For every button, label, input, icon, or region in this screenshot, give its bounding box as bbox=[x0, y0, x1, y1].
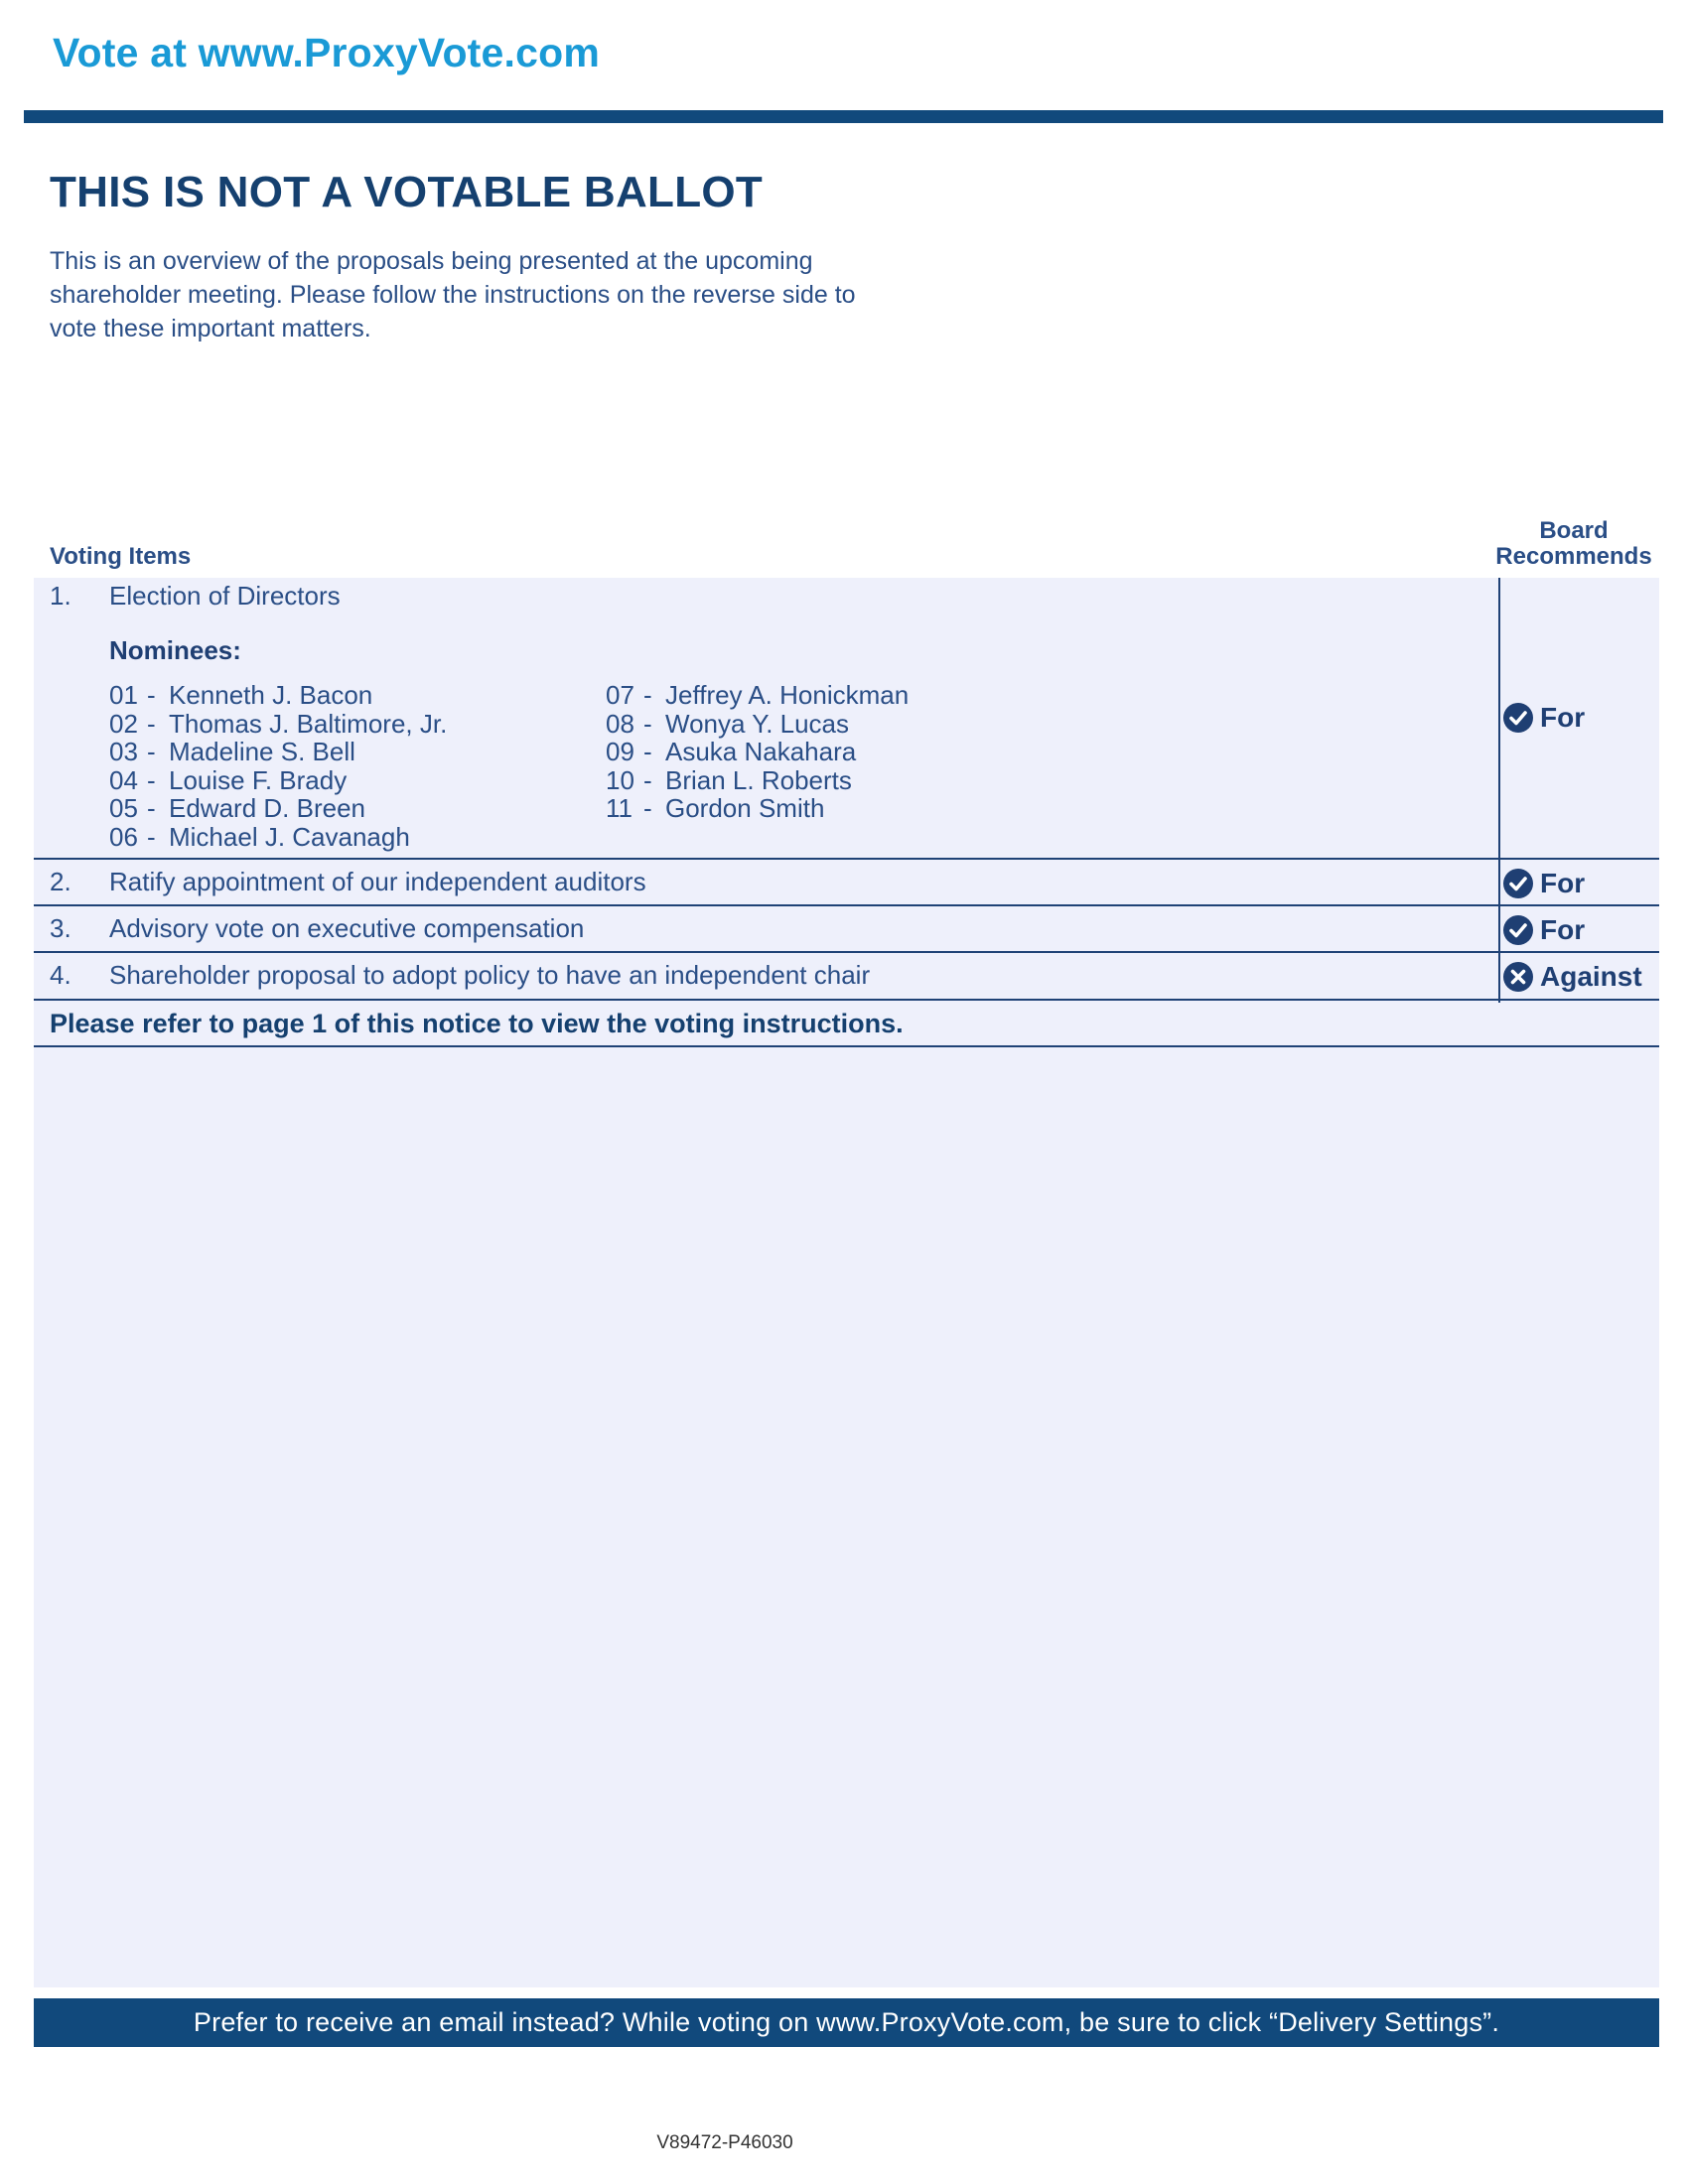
header-vote-url[interactable]: Vote at www.ProxyVote.com bbox=[53, 30, 601, 75]
nominees-list-right bbox=[606, 681, 909, 823]
x-circle-icon bbox=[1502, 961, 1534, 993]
nominees-list-left bbox=[109, 681, 447, 851]
delivery-settings-banner: Prefer to receive an email instead? While voting on www.ProxyVote.com, be sure to click “Delivery Settings”. bbox=[34, 1998, 1659, 2047]
column-header-board-recommends: Board Recommends bbox=[1495, 517, 1652, 570]
document-id: V89472-P46030 bbox=[656, 2132, 793, 2153]
intro-paragraph: This is an overview of the proposals being presented at the upcoming shareholder meeting. Please follow the instructions on the reverse side to vote these important matters. bbox=[50, 247, 856, 342]
item-4-text: Shareholder proposal to adopt policy to have an independent chair bbox=[109, 960, 871, 990]
nominee-item: 01 - Kenneth J. Bacon bbox=[109, 680, 373, 710]
item-3-text: Advisory vote on executive compensation bbox=[109, 913, 585, 943]
item-1-recommendation: For bbox=[1502, 701, 1585, 735]
header-divider bbox=[24, 110, 1663, 123]
check-circle-icon bbox=[1502, 914, 1534, 946]
item-3-number: 3. bbox=[50, 913, 71, 943]
nominee-item: 08 - Wonya Y. Lucas bbox=[606, 708, 850, 739]
nominee-item: 05 - Edward D. Breen bbox=[109, 793, 365, 823]
nominee-item: 03 - Madeline S. Bell bbox=[109, 737, 355, 766]
item-4-recommendation: Against bbox=[1502, 960, 1642, 994]
nominee-item: 07 - Jeffrey A. Honickman bbox=[606, 680, 910, 710]
page-title: THIS IS NOT A VOTABLE BALLOT bbox=[50, 168, 764, 216]
item-3-recommendation: For bbox=[1502, 913, 1585, 947]
item-2-number: 2. bbox=[50, 867, 71, 896]
column-divider bbox=[1498, 578, 1500, 1003]
check-circle-icon bbox=[1502, 702, 1534, 734]
nominee-item: 04 - Louise F. Brady bbox=[109, 764, 348, 795]
nominee-item: 02 - Thomas J. Baltimore, Jr. bbox=[109, 708, 448, 739]
nominee-item: 10 - Brian L. Roberts bbox=[606, 764, 852, 795]
item-2-recommendation: For bbox=[1502, 867, 1585, 900]
refer-note: Please refer to page 1 of this notice to view the voting instructions. bbox=[50, 1009, 904, 1038]
row-divider bbox=[34, 904, 1659, 906]
item-4-number: 4. bbox=[50, 960, 71, 990]
nominee-item: 06 - Michael J. Cavanagh bbox=[109, 821, 410, 852]
row-divider bbox=[34, 1045, 1659, 1047]
nominee-item: 11 - Gordon Smith bbox=[606, 793, 825, 823]
row-divider bbox=[34, 951, 1659, 953]
nominees-label: Nominees: bbox=[109, 635, 241, 665]
item-1-text: Election of Directors bbox=[109, 581, 341, 611]
item-2-text: Ratify appointment of our independent auditors bbox=[109, 867, 646, 896]
check-circle-icon bbox=[1502, 868, 1534, 899]
column-header-voting-items: Voting Items bbox=[50, 543, 192, 570]
item-1-number: 1. bbox=[50, 581, 71, 611]
row-divider bbox=[34, 858, 1659, 860]
row-divider bbox=[34, 999, 1659, 1001]
nominee-item: 09 - Asuka Nakahara bbox=[606, 737, 857, 766]
